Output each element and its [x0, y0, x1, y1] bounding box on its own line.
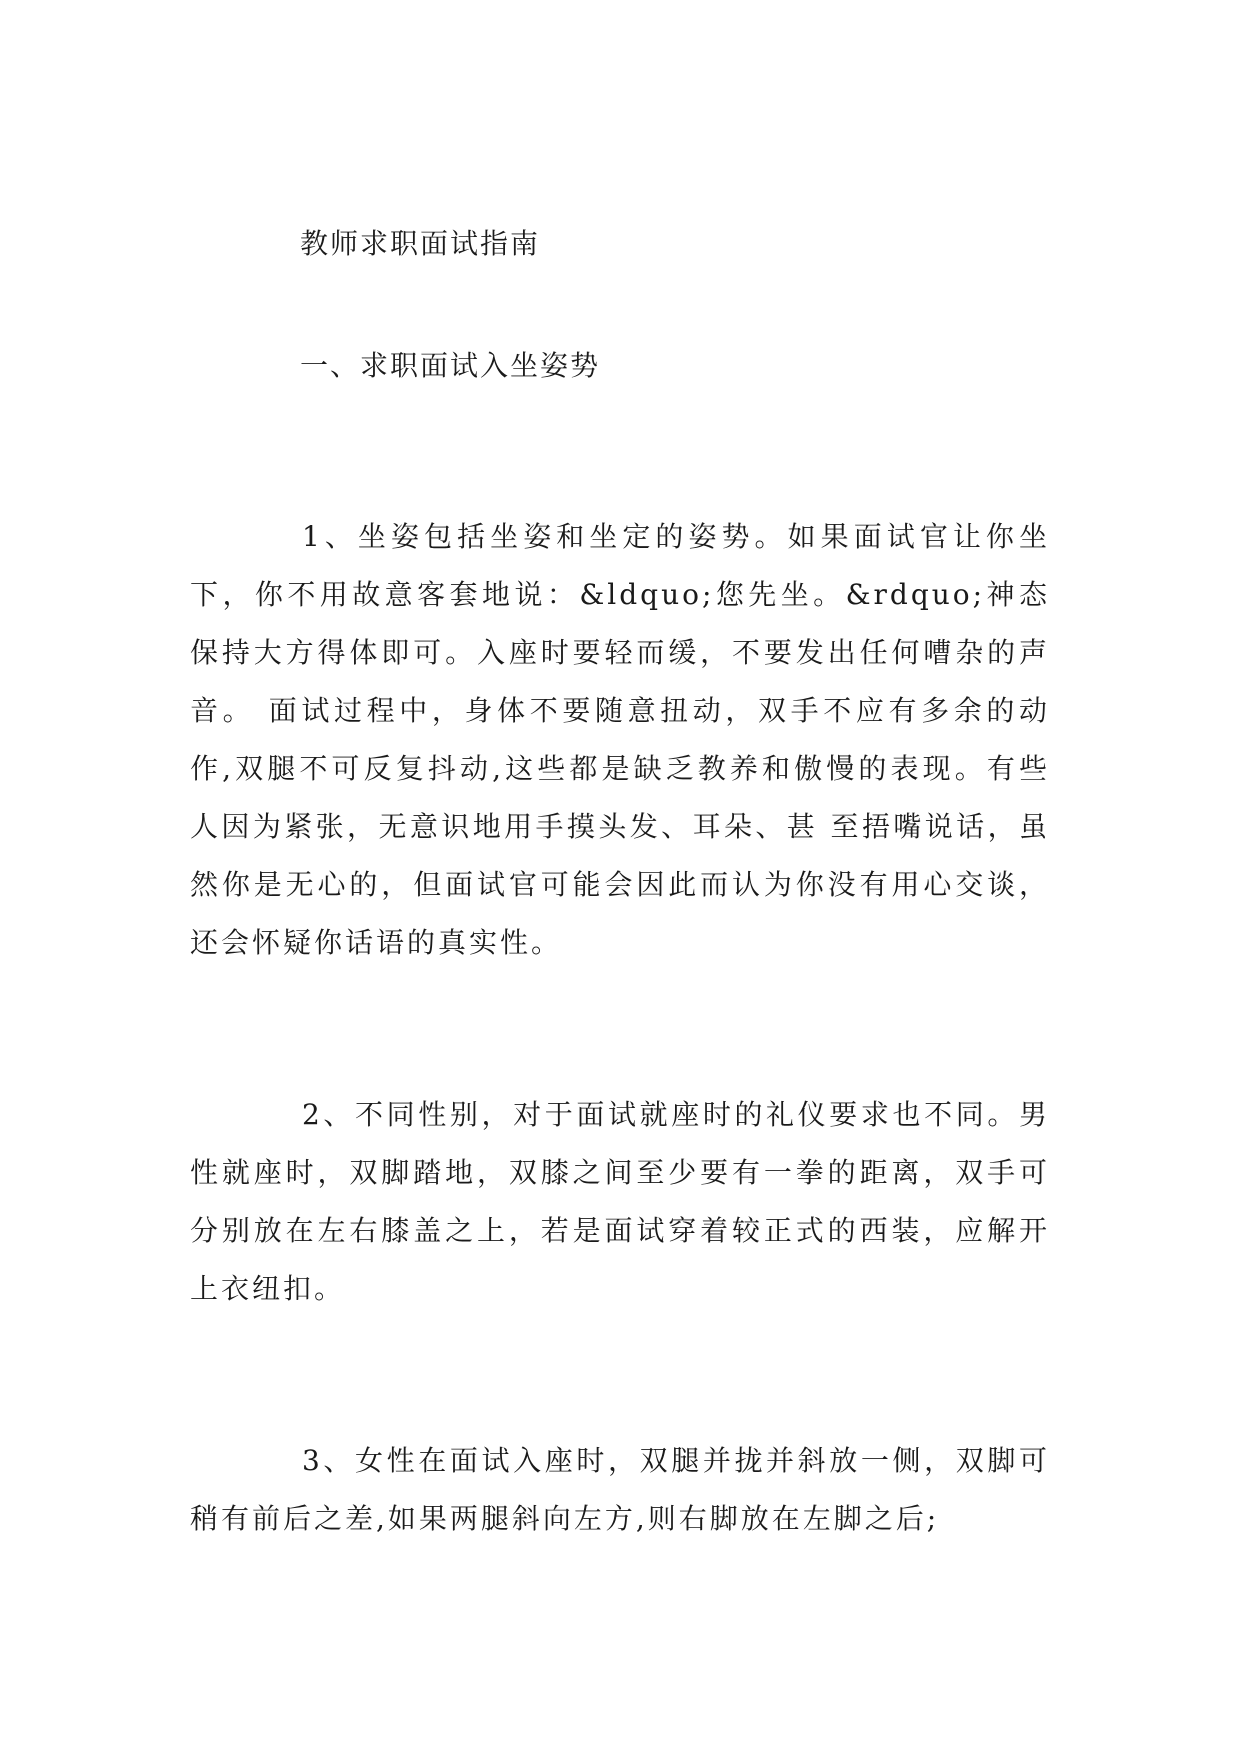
paragraph-gender-etiquette: 2、不同性别，对于面试就座时的礼仪要求也不同。男性就座时，双脚踏地，双膝之间至少要有一拳的距离，双手可分别放在左右膝盖之上，若是面试穿着较正式的西装，应解开上衣纽扣。: [190, 1098, 1050, 1305]
section-heading: 一、求职面试入坐姿势: [300, 349, 601, 382]
paragraph-sitting-posture: 1、坐姿包括坐姿和坐定的姿势。如果面试官让你坐下，你不用故意客套地说：&ldquo;您先坐。&rdquo;神态保持大方得体即可。入座时要轻而缓，不要发出任何嘈杂的声音。 面试过程中，身体不要随意扭动，双手不应有多余的动作,双腿不可反复抖动,这些都是缺乏教养和傲慢的表现。有些人因为紧张，无意识地用手摸头发、耳朵、甚 至捂嘴说话，虽然你是无心的，但面试官可能会因此而认为你没有用心交谈，还会怀疑你话语的真实性。: [190, 520, 1050, 959]
document-title: 教师求职面试指南: [300, 227, 541, 260]
paragraph-female-sitting: 3、女性在面试入座时，双腿并拢并斜放一侧，双脚可稍有前后之差,如果两腿斜向左方,则右脚放在左脚之后;: [190, 1444, 1050, 1535]
